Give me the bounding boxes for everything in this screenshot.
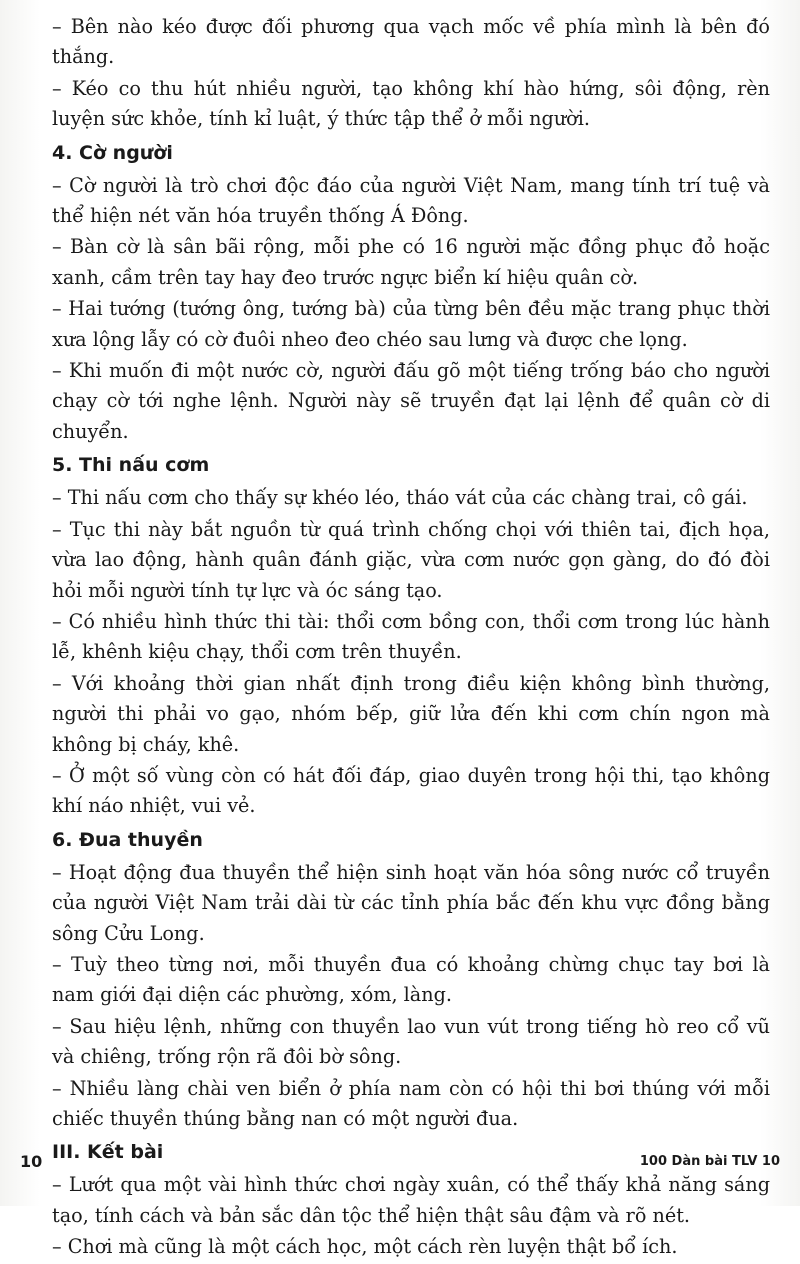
- paragraph: – Có nhiều hình thức thi tài: thổi cơm bồng con, thổi cơm trong lúc hành lễ, khênh kiệu chạy, thổi cơm trên thuyền.: [52, 609, 770, 664]
- book-title: 100 Dàn bài TLV 10: [639, 1154, 780, 1169]
- paragraph: – Tuỳ theo từng nơi, mỗi thuyền đua có khoảng chừng chục tay bơi là nam giới đại diện các phường, xóm, làng.: [52, 952, 770, 1007]
- paragraph: – Ở một số vùng còn có hát đối đáp, giao duyên trong hội thi, tạo không khí náo nhiệt, vui vẻ.: [52, 763, 770, 818]
- page-content: [52, 12, 770, 1264]
- section-dua-thuyen: [52, 825, 770, 1135]
- paragraph: – Kéo co thu hút nhiều người, tạo không khí hào hứng, sôi động, rèn luyện sức khỏe, tính kỉ luật, ý thức tập thể ở mỗi người.: [52, 76, 770, 131]
- paragraph: – Thi nấu cơm cho thấy sự khéo léo, tháo vát của các chàng trai, cô gái.: [52, 486, 748, 510]
- section-heading: 6. Đua thuyền: [52, 828, 203, 851]
- paragraph: – Bàn cờ là sân bãi rộng, mỗi phe có 16 người mặc đồng phục đỏ hoặc xanh, cầm trên tay hay đeo trước ngực biển kí hiệu quân cờ.: [52, 235, 770, 289]
- paragraph: – Chơi mà cũng là một cách học, một cách rèn luyện thật bổ ích.: [52, 1235, 678, 1259]
- section-heading: III. Kết bài: [52, 1141, 164, 1164]
- section-continuation: [52, 12, 770, 135]
- paragraph: – Hoạt động đua thuyền thể hiện sinh hoạt văn hóa sông nước cổ truyền của người Việt Nam trải dài từ các tỉnh phía bắc đến khu vực đồng bằng sông Cửu Long.: [52, 860, 770, 945]
- section-thi-nau-com: [52, 450, 770, 821]
- paragraph: – Bên nào kéo được đối phương qua vạch mốc về phía mình là bên đó thắng.: [52, 15, 770, 69]
- page-number: 10: [20, 1152, 43, 1171]
- paragraph: – Cờ người là trò chơi độc đáo của người Việt Nam, mang tính trí tuệ và thể hiện nét văn hóa truyền thống Á Đông.: [52, 173, 770, 228]
- paragraph: – Sau hiệu lệnh, những con thuyền lao vun vút trong tiếng hò reo cổ vũ và chiêng, trống rộn rã đôi bờ sông.: [52, 1014, 770, 1069]
- paragraph: – Hai tướng (tướng ông, tướng bà) của từng bên đều mặc trang phục thời xưa lộng lẫy có cờ đuôi nheo đeo chéo sau lưng và được che lọng.: [52, 297, 770, 351]
- paragraph: – Khi muốn đi một nước cờ, người đấu gõ một tiếng trống báo cho người chạy cờ tới nghe lệnh. Người này sẽ truyền đạt lại lệnh để quân cờ di chuyển.: [52, 359, 770, 443]
- paragraph: – Tục thi này bắt nguồn từ quá trình chống chọi với thiên tai, địch họa, vừa lao động, hành quân đánh giặc, vừa cơm nước gọn gàng, do đó đòi hỏi mỗi người tính tự lực và óc sáng tạo.: [52, 517, 770, 602]
- paragraph: – Nhiều làng chài ven biển ở phía nam còn có hội thi bơi thúng với mỗi chiếc thuyền thúng bằng nan có một người đua.: [52, 1076, 770, 1130]
- section-heading: 5. Thi nấu cơm: [52, 454, 210, 477]
- section-heading: 4. Cờ người: [52, 141, 173, 164]
- paragraph: – Với khoảng thời gian nhất định trong điều kiện không bình thường, người thi phải vo gạo, nhóm bếp, giữ lửa đến khi cơm chín ngon mà không bị cháy, khê.: [52, 671, 770, 756]
- page-footer: [20, 1152, 780, 1182]
- section-co-nguoi: [52, 138, 770, 448]
- paragraph: – Lướt qua một vài hình thức chơi ngày xuân, có thể thấy khả năng sáng tạo, tính cách và bản sắc dân tộc thể hiện thật sâu đậm và rõ nét.: [52, 1173, 770, 1227]
